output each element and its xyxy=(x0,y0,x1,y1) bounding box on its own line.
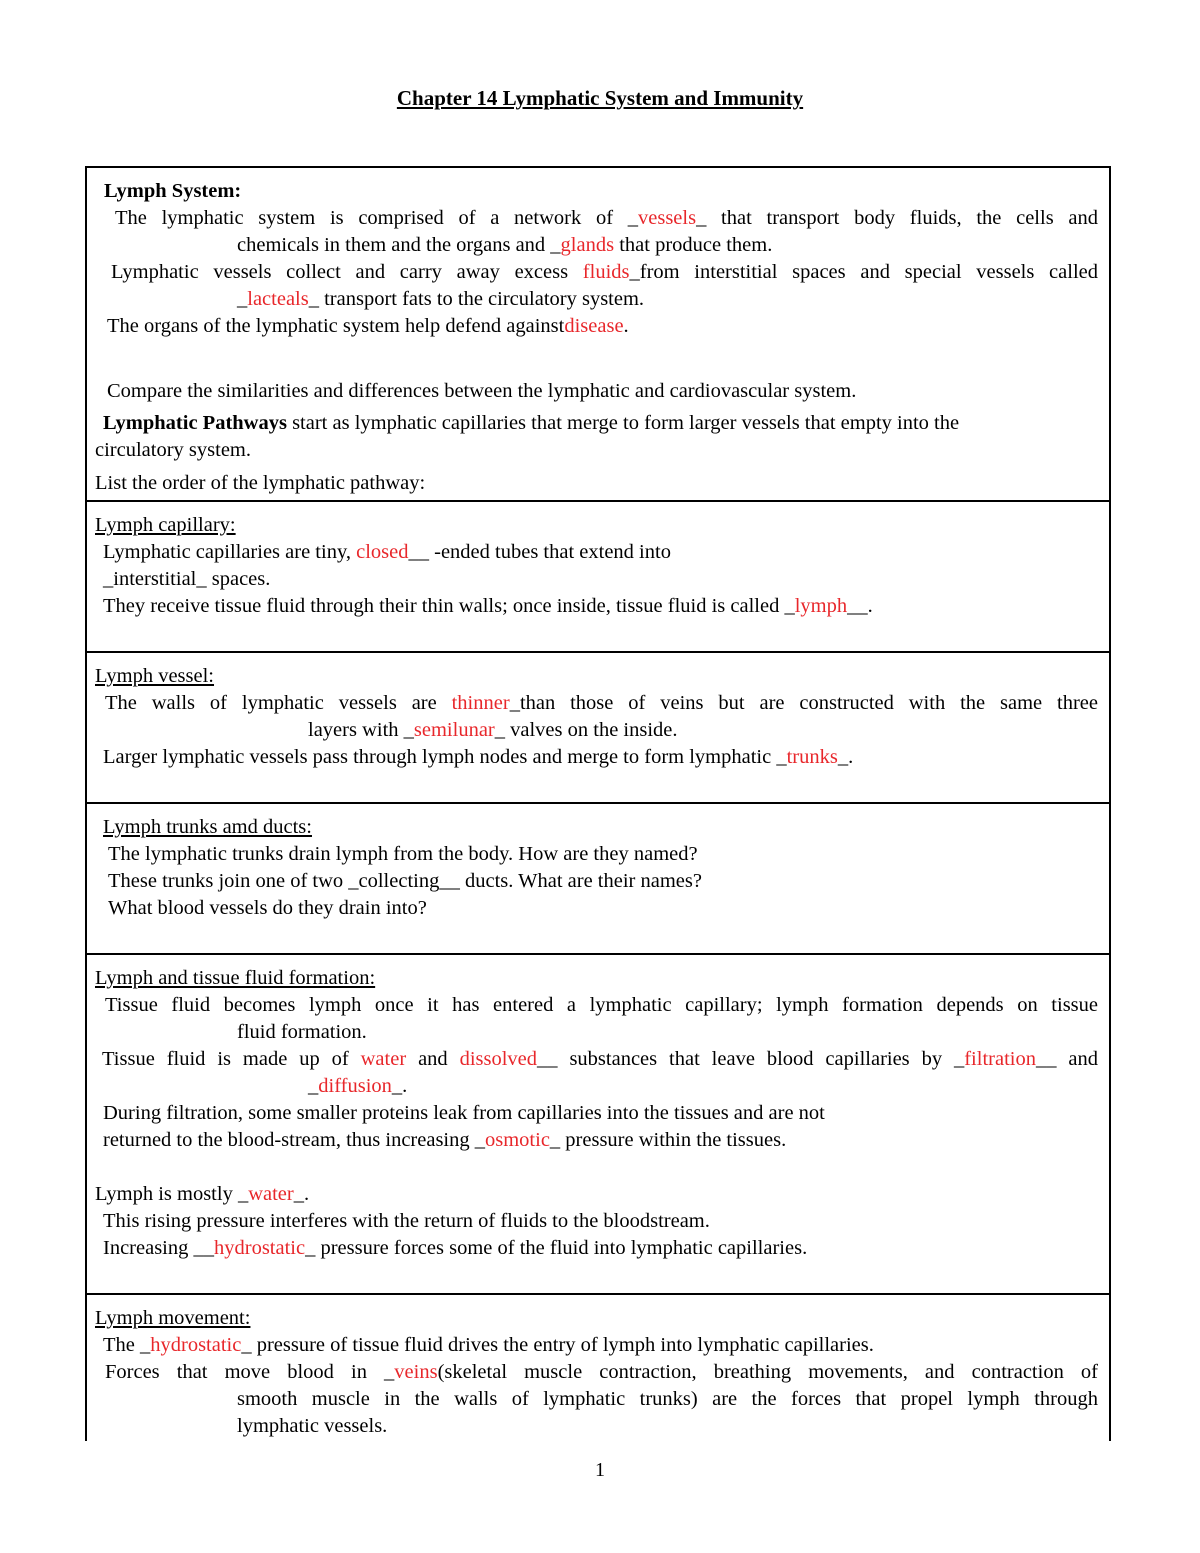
text-line: Lymphatic capillaries are tiny, closed__ -ended tubes that extend into xyxy=(103,541,671,563)
text-line: lymphatic vessels. xyxy=(237,1415,388,1437)
text-line: Compare the similarities and differences between the lymphatic and cardiovascular system. xyxy=(107,380,857,402)
answer-diffusion: diffusion xyxy=(318,1075,392,1097)
row-divider xyxy=(85,500,1111,502)
text-line: Larger lymphatic vessels pass through lymph nodes and merge to form lymphatic _trunks_. xyxy=(103,746,854,768)
section-heading: Lymph capillary: xyxy=(95,514,236,536)
text-line: The organs of the lymphatic system help defend againstdisease. xyxy=(107,315,629,337)
answer-lacteals: lacteals xyxy=(247,288,309,310)
text-line: List the order of the lymphatic pathway: xyxy=(95,472,426,494)
text-line: Tissue fluid becomes lymph once it has entered a lymphatic capillary; lymph formation depends on tissue xyxy=(105,994,1098,1016)
text-line: They receive tissue fluid through their thin walls; once inside, tissue fluid is called _lymph__. xyxy=(103,595,873,617)
answer-filtration: filtration xyxy=(964,1048,1036,1070)
text-line: What blood vessels do they drain into? xyxy=(108,897,427,919)
row-divider xyxy=(85,651,1111,653)
text-line: Lymphatic Pathways start as lymphatic capillaries that merge to form larger vessels that empty into the xyxy=(103,412,960,434)
text-line: _diffusion_. xyxy=(308,1075,408,1097)
text-line: Increasing __hydrostatic_ pressure forces some of the fluid into lymphatic capillaries. xyxy=(103,1237,808,1259)
text-line: circulatory system. xyxy=(95,439,251,461)
text-line: During filtration, some smaller proteins leak from capillaries into the tissues and are not xyxy=(103,1102,825,1124)
row-divider xyxy=(85,802,1111,804)
text-line: Tissue fluid is made up of water and dissolved__ substances that leave blood capillaries by _filtration__ and xyxy=(102,1048,1098,1070)
answer-trunks: trunks xyxy=(786,746,838,768)
text-line: Lymphatic vessels collect and carry away excess fluids_from interstitial spaces and special vessels called xyxy=(111,261,1098,283)
text-line: This rising pressure interferes with the return of fluids to the bloodstream. xyxy=(103,1210,710,1232)
section-heading: Lymph vessel: xyxy=(95,665,215,687)
answer-closed: closed xyxy=(356,541,409,563)
text-line: returned to the blood-stream, thus increasing _osmotic_ pressure within the tissues. xyxy=(103,1129,787,1151)
text-line: The walls of lymphatic vessels are thinner_than those of veins but are constructed with the same three xyxy=(105,692,1098,714)
answer-water-2: water xyxy=(248,1183,294,1205)
text-line: fluid formation. xyxy=(237,1021,367,1043)
answer-fluids: fluids xyxy=(582,261,630,283)
answer-vessels: vessels xyxy=(638,207,697,229)
section-heading: Lymph trunks amd ducts: xyxy=(103,816,312,838)
section-heading: Lymph and tissue fluid formation: xyxy=(95,967,376,989)
section-heading: Lymph System: xyxy=(104,180,242,202)
page-title: Chapter 14 Lymphatic System and Immunity xyxy=(396,86,804,110)
text-line: Forces that move blood in _veins(skeletal muscle contraction, breathing movements, and contraction of xyxy=(105,1361,1098,1383)
answer-semilunar: semilunar xyxy=(413,719,495,741)
answer-water: water xyxy=(360,1048,407,1070)
text-line: The lymphatic trunks drain lymph from the body. How are they named? xyxy=(108,843,698,865)
text-line: smooth muscle in the walls of lymphatic trunks) are the forces that propel lymph through xyxy=(237,1388,1098,1410)
answer-hydrostatic-2: hydrostatic xyxy=(150,1334,242,1356)
text-line: The _hydrostatic_ pressure of tissue fluid drives the entry of lymph into lymphatic capillaries. xyxy=(103,1334,874,1356)
answer-veins: veins xyxy=(394,1361,438,1383)
text-line: chemicals in them and the organs and _glands that produce them. xyxy=(237,234,773,256)
answer-thinner: thinner xyxy=(451,692,510,714)
text-line: layers with _semilunar_ valves on the inside. xyxy=(308,719,678,741)
answer-hydrostatic: hydrostatic xyxy=(214,1237,306,1259)
text-line: Lymph is mostly _water_. xyxy=(95,1183,310,1205)
answer-dissolved: dissolved xyxy=(459,1048,538,1070)
text-line: _interstitial_ spaces. xyxy=(103,568,271,590)
answer-glands: glands xyxy=(560,234,615,256)
text-line: The lymphatic system is comprised of a network of _vessels_ that transport body fluids, the cells and xyxy=(115,207,1098,229)
page-number: 1 xyxy=(595,1459,605,1481)
row-divider xyxy=(85,1293,1111,1295)
text-line: _lacteals_ transport fats to the circulatory system. xyxy=(237,288,645,310)
section-heading: Lymph movement: xyxy=(95,1307,251,1329)
answer-lymph: lymph xyxy=(794,595,848,617)
answer-disease: disease xyxy=(564,315,624,337)
text-line: These trunks join one of two _collecting__ ducts. What are their names? xyxy=(108,870,702,892)
answer-osmotic: osmotic xyxy=(485,1129,550,1151)
row-divider xyxy=(85,953,1111,955)
